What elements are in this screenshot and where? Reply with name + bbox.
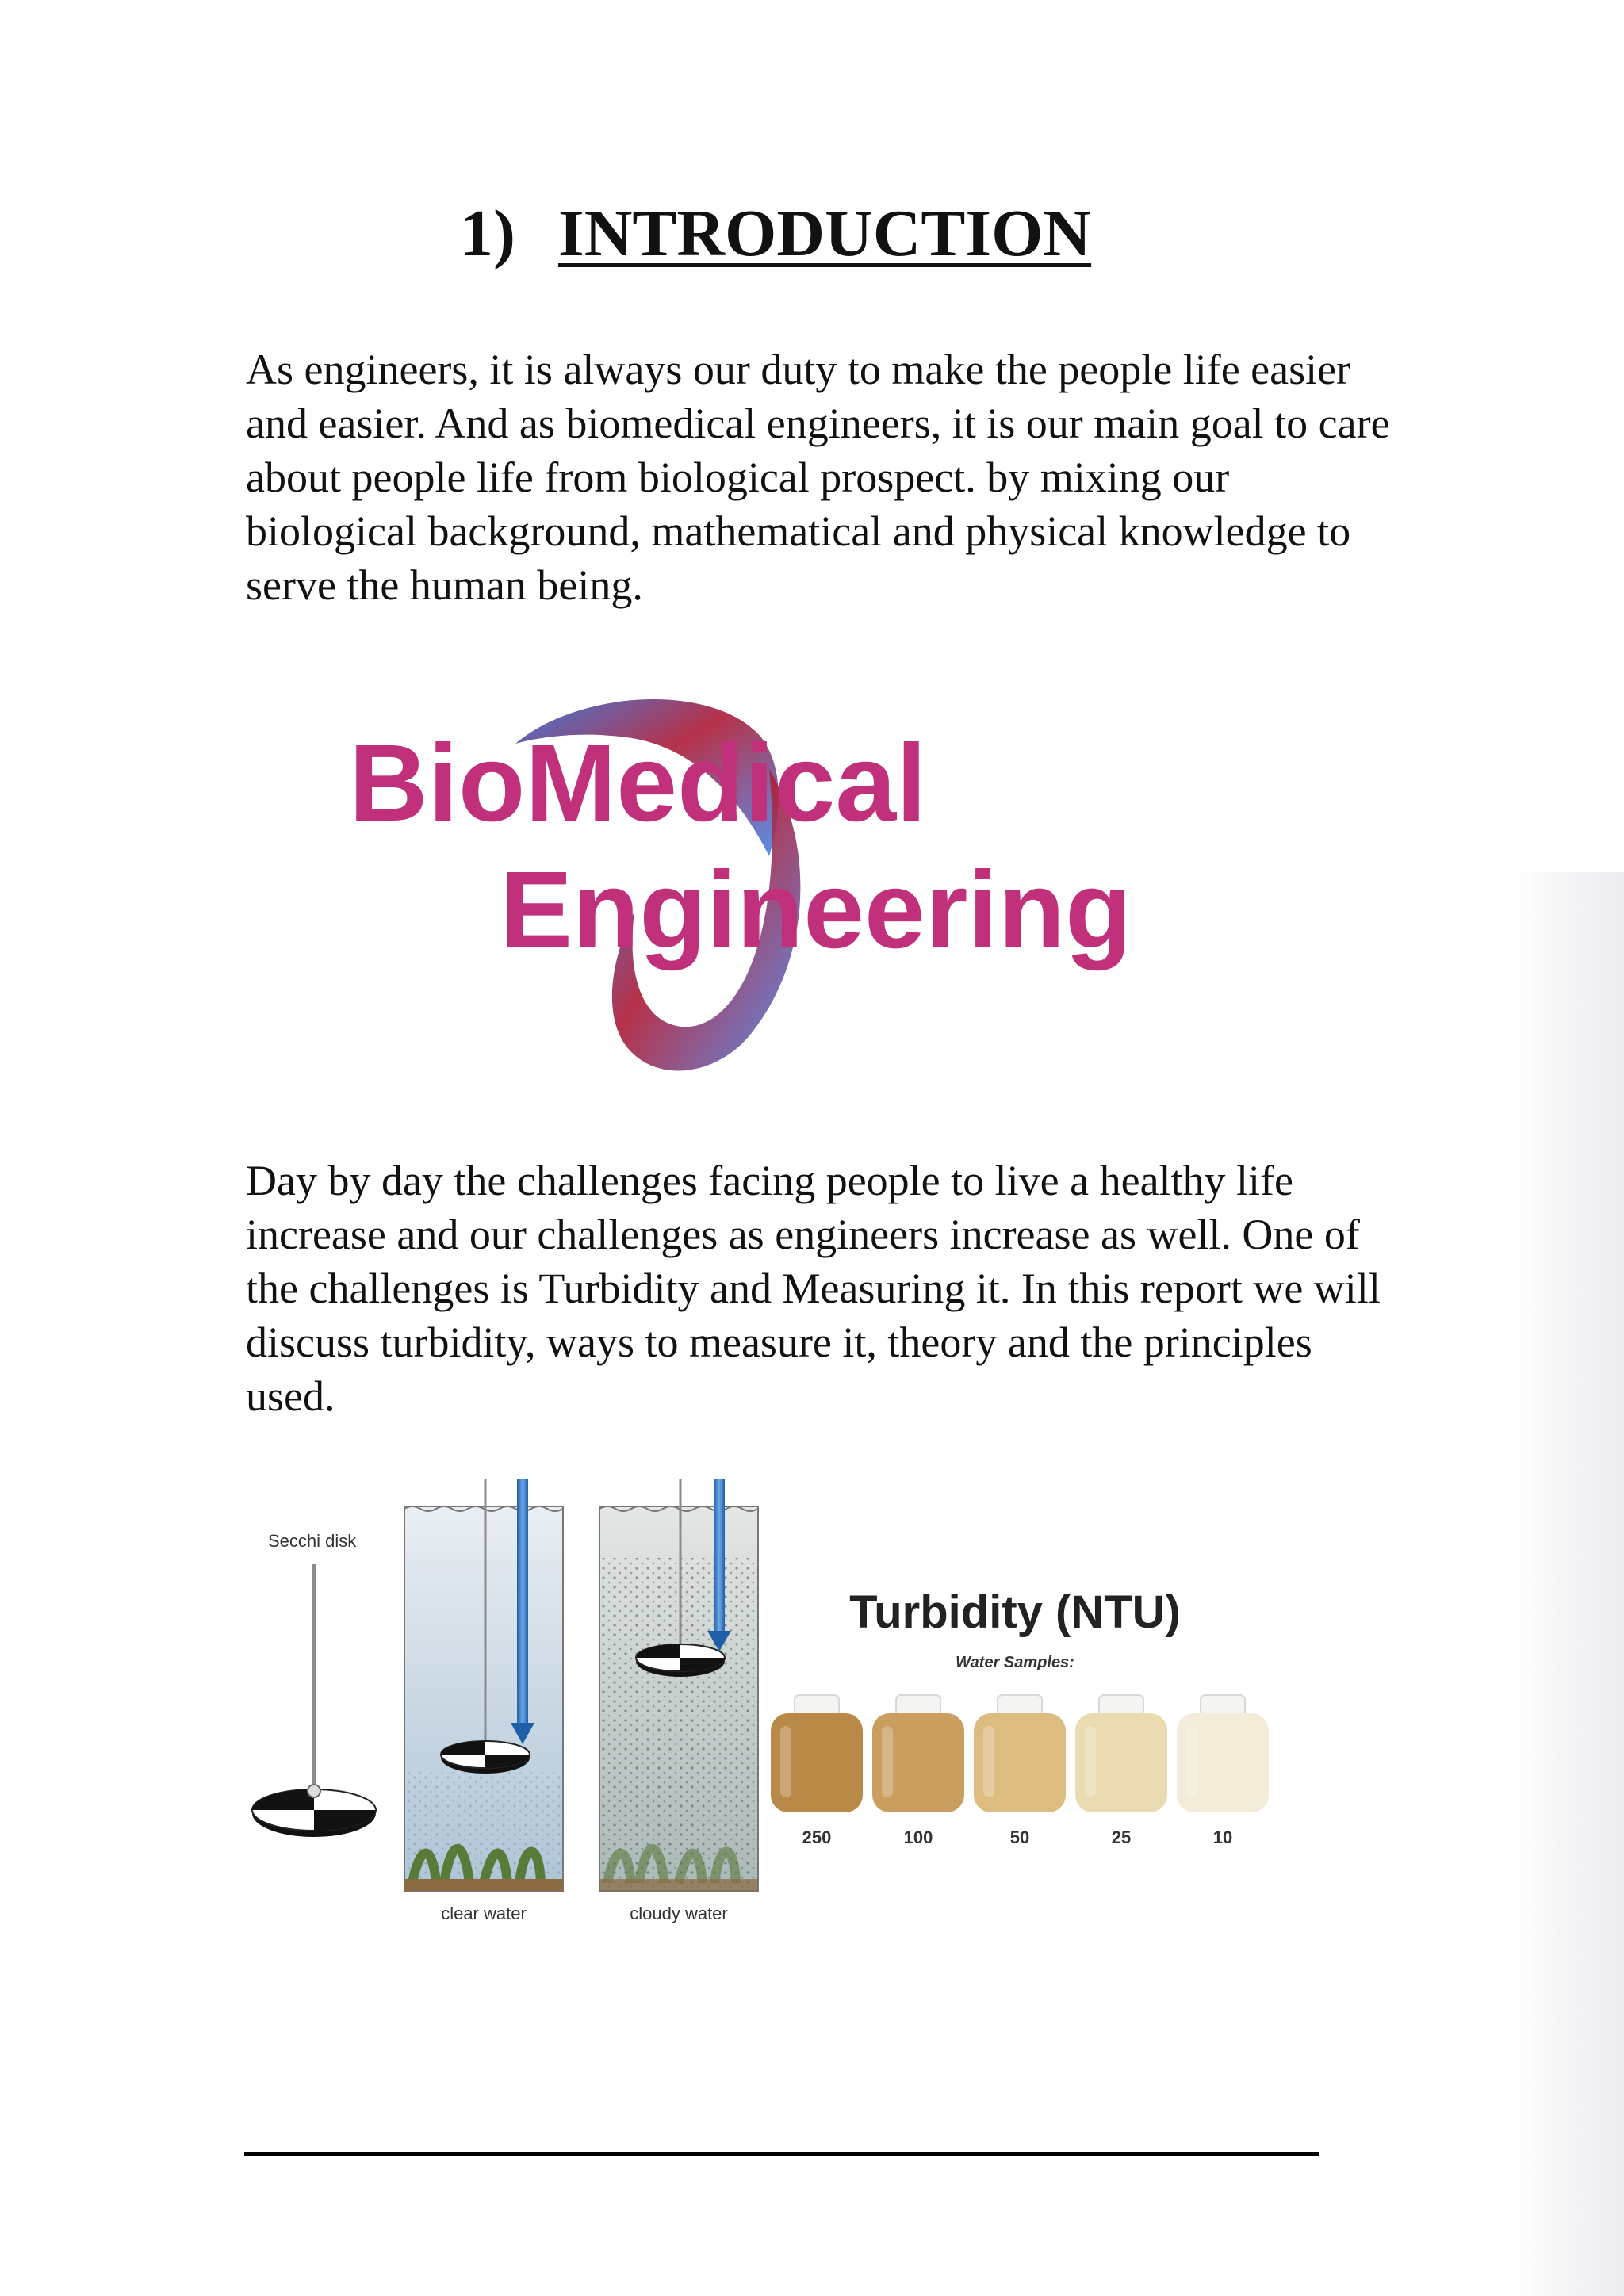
sample-bottle [1177, 1695, 1269, 1847]
footer-rule [244, 2152, 1319, 2156]
section-heading [460, 190, 1091, 277]
sample-ntu-label: 100 [903, 1827, 933, 1847]
cloudy-water-tank [599, 1479, 758, 1923]
challenges-paragraph: Day by day the challenges facing people to live a healthy life increase and our challenges as engineers increase as well. One of the challenges is Turbidity and Measuring it. In this report we will discuss turbidity, ways to measure it, theory and the principles used. [246, 1157, 1381, 1420]
section-number: 1) [460, 197, 515, 270]
turbidity-title: Turbidity (NTU) [849, 1586, 1181, 1638]
sample-bottle [1075, 1695, 1167, 1847]
turbidity-figure [246, 1471, 1293, 1946]
sample-ntu-label: 25 [1111, 1827, 1132, 1847]
water-samples-label: Water Samples: [956, 1654, 1074, 1671]
clear-water-label: clear water [441, 1904, 527, 1923]
sample-bottle [974, 1695, 1066, 1847]
intro-paragraph: As engineers, it is always our duty to make the people life easier and easier. And as biomedical engineers, it is our main goal to care about people life from biological prospect. by mixing our biological background, mathematical and physical knowledge to serve the human being. [246, 346, 1390, 609]
logo-line-2: Engineering [500, 849, 1132, 971]
sample-bottle [872, 1695, 964, 1847]
cloudy-water-label: cloudy water [630, 1904, 728, 1923]
page-shadow [1507, 872, 1624, 2296]
water-samples [771, 1695, 1269, 1847]
biomedical-engineering-logo [341, 674, 1142, 1094]
secchi-disk-icon [252, 1785, 376, 1837]
sample-ntu-label: 10 [1212, 1827, 1233, 1847]
logo-line-1: BioMedical [349, 722, 927, 844]
secchi-disk-clear-icon [441, 1741, 530, 1774]
secchi-disk-label: Secchi disk [268, 1531, 357, 1551]
sample-ntu-label: 250 [802, 1827, 832, 1847]
sample-bottle [771, 1695, 863, 1847]
sample-ntu-label: 50 [1009, 1827, 1030, 1847]
clear-water-tank [404, 1479, 563, 1923]
secchi-disk-cloudy-icon [636, 1644, 725, 1677]
section-title: INTRODUCTION [558, 197, 1092, 270]
